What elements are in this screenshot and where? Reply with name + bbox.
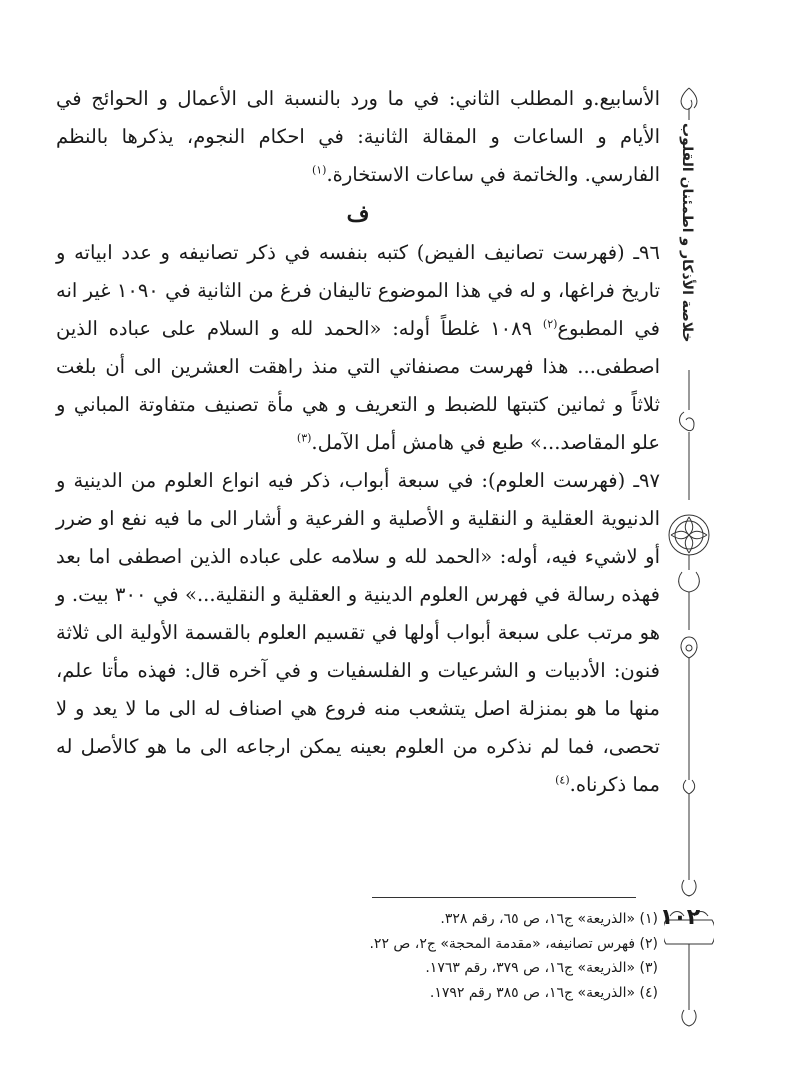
footnote-mark-2[interactable]: (٢) xyxy=(542,317,558,331)
footnote-mark-4[interactable]: (٤) xyxy=(555,773,570,787)
footnote-mark-3[interactable]: (٣) xyxy=(296,431,312,445)
running-title: خلاصة الأذكار و اطمئنان القلوب xyxy=(679,123,695,343)
paragraph-97-text: ٩٧ـ (فهرست العلوم): في سبعة أبواب، ذكر فيه انواع العلوم من الدينية و الدنيوية العقلية و النقلية و الأصلية و الفرعية و أشار الى ما فيه نفع او ضرر أو لاشيء فيه، أوله: «الحمد لله و سلامه على عباده الذين اصطفى اما بعد فهذه رسالة في فهرس العلوم الدينية و العقلية و النقلية...» في ٣٠٠ بيت. و هو مرتب على سبعة أبواب أولها في تقسيم العلوم بالقسمة الأولية الى ثلاثة فنون: الأدبيات و الشرعيات و الفلسفيات و في آخره قال: فهذه مأتا علم، منها ما هو بمنزلة اصل يتشعب منه فروع هي اصناف له الى ما لا يعد و لا تحصى، فما لم نذكره من العلوم بعينه يمكن ارجاعه الى ما هو كالأصل له مما ذكرناه. xyxy=(56,469,660,796)
footnote-3: (٣) «الذريعة» ج١٦، ص ٣٧٩، رقم ١٧٦٣. xyxy=(425,960,658,976)
section-letter: ف xyxy=(346,201,370,227)
footnote-1: (١) «الذريعة» ج١٦، ص ٦٥، رقم ٣٢٨. xyxy=(440,911,658,927)
footnote-2: (٢) فهرس تصانيفه، «مقدمة المحجة» ج٢، ص ٢٢. xyxy=(369,935,658,952)
footnotes xyxy=(300,907,658,1005)
footnote-mark-1[interactable]: (١) xyxy=(311,163,327,177)
page-number: ١٠٢ xyxy=(659,905,701,930)
footnote-divider xyxy=(372,897,636,898)
paragraph-97 xyxy=(56,462,660,804)
paragraph-intro xyxy=(56,80,660,194)
main-text xyxy=(56,80,660,804)
paragraph-96 xyxy=(56,234,660,462)
footnote-4: (٤) «الذريعة» ج١٦، ص ٣٨٥ رقم ١٧٩٢. xyxy=(429,984,658,1001)
paragraph-intro-text: الأسابيع.و المطلب الثاني: في ما ورد بالنسبة الى الأعمال و الحوائج في الأيام و الساعات و المقالة الثانية: في احكام النجوم، يذكرها بالنظم الفارسي. والخاتمة في ساعات الاستخارة. xyxy=(56,87,660,186)
paragraph-96-text-a: ٩٦ـ (فهرست تصانيف الفيض) كتبه بنفسه في ذكر تصانيفه و عدد ابياته و تاريخ فراغها، و له في هذا الموضوع تاليفان فرغ من الثانية في ١٠٩٠ غير انه في المطبوع xyxy=(56,241,660,340)
paragraph-96-text-b: ١٠٨٩ غلطاً أوله: «الحمد لله و السلام على عباده الذين اصطفى... هذا فهرست مصنفاتي التي منذ راهقت العشرين الى أن بلغت ثلاثاً و ثمانين كتبتها للضبط و التعريف و هي مأة تصنيف متفاوتة المباني و علو المقاصد...» طبع في هامش أمل الآمل. xyxy=(56,317,660,454)
